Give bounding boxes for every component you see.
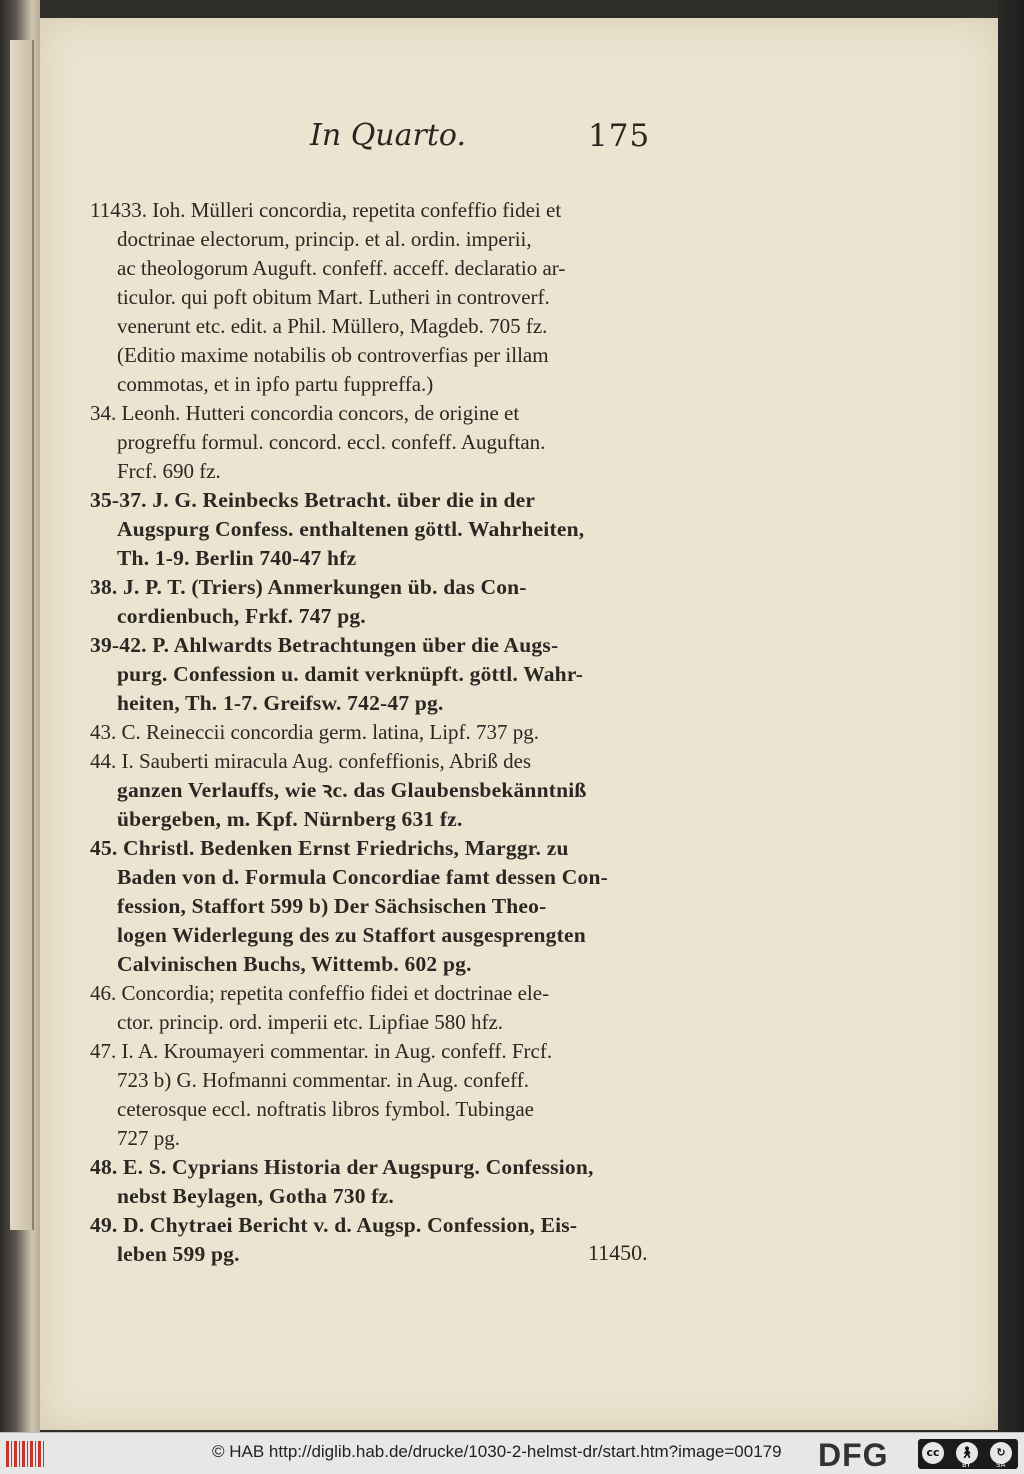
cc-sa-label: SA <box>996 1461 1006 1469</box>
entry-line: commotas, et in ipfo partu fuppreffa.) <box>117 372 434 396</box>
entry-line: 43. C. Reineccii concordia germ. latina, Lipf. 737 pg. <box>90 720 540 744</box>
left-page-sliver <box>10 40 34 1230</box>
entry-line: Baden von d. Formula Concordiae famt dessen Con- <box>117 865 608 889</box>
entry-line: 727 pg. <box>117 1126 180 1150</box>
entry-line: (Editio maxime notabilis ob controverfias per illam <box>117 343 549 367</box>
entry-line: ceterosque eccl. noftratis libros fymbol. Tubingae <box>117 1097 534 1121</box>
entry-line: Augspurg Confess. enthaltenen göttl. Wahrheiten, <box>117 517 585 541</box>
entry-line: 38. J. P. T. (Triers) Anmerkungen üb. das Con- <box>90 575 527 599</box>
viewer-footer <box>0 1432 1024 1474</box>
dfg-logo: DFG <box>818 1437 889 1473</box>
entry-line: purg. Confession u. damit verknüpft. göttl. Wahr- <box>117 662 584 686</box>
catchword: 11450. <box>588 1240 648 1265</box>
entry-line: logen Widerlegung des zu Staffort ausgesprengten <box>117 923 586 947</box>
entry-line: venerunt etc. edit. a Phil. Müllero, Magdeb. 705 fz. <box>117 314 548 338</box>
entry-line: doctrinae electorum, princip. et al. ordin. imperii, <box>117 227 532 251</box>
entry-line: 49. D. Chytraei Bericht v. d. Augsp. Confession, Eis- <box>90 1213 578 1237</box>
creative-commons-badge[interactable] <box>918 1439 1018 1469</box>
by-icon: 🚶︎ <box>956 1442 978 1464</box>
entry-line: 46. Concordia; repetita confeffio fidei et doctrinae ele- <box>90 981 550 1005</box>
right-margin <box>998 0 1024 1432</box>
entry-line: 44. I. Sauberti miracula Aug. confeffionis, Abriß des <box>90 749 532 773</box>
entry-line: fession, Staffort 599 b) Der Sächsischen Theo- <box>117 894 547 918</box>
entry-line: 45. Christl. Bedenken Ernst Friedrichs, Marggr. zu <box>90 836 569 860</box>
page-number: 175 <box>588 118 651 154</box>
left-page-edge <box>0 0 40 1473</box>
cc-icon: cc <box>922 1442 944 1464</box>
entry-line: leben 599 pg. <box>117 1242 240 1266</box>
entry-line: Calvinischen Buchs, Wittemb. 602 pg. <box>117 952 472 976</box>
entry-line: 11433. Ioh. Mülleri concordia, repetita confeffio fidei et <box>90 198 562 222</box>
entry-line: nebst Beylagen, Gotha 730 fz. <box>117 1184 394 1208</box>
entry-line: 723 b) G. Hofmanni commentar. in Aug. confeff. <box>117 1068 529 1092</box>
copyright-link[interactable]: © HAB http://diglib.hab.de/drucke/1030-2-helmst-dr/start.htm?image=00179 <box>212 1442 782 1461</box>
entry-line: Frcf. 690 fz. <box>117 459 221 483</box>
entry-line: Th. 1-9. Berlin 740-47 hfz <box>117 546 357 570</box>
book-page <box>40 18 998 1430</box>
entry-line: ctor. princip. ord. imperii etc. Lipfiae 580 hfz. <box>117 1010 504 1034</box>
entry-line: ganzen Verlauffs, wie ꝛc. das Glaubensbekänntniß <box>117 778 587 802</box>
entry-line: ac theologorum Auguft. confeff. acceff. declaratio ar- <box>117 256 566 280</box>
entry-line: 48. E. S. Cyprians Historia der Augspurg. Confession, <box>90 1155 594 1179</box>
entry-line: heiten, Th. 1-7. Greifsw. 742-47 pg. <box>117 691 444 715</box>
running-title: In Quarto. <box>310 118 466 153</box>
page-header <box>40 118 998 168</box>
entry-line: ticulor. qui poft obitum Mart. Lutheri in controverf. <box>117 285 550 309</box>
entry-line: cordienbuch, Frkf. 747 pg. <box>117 604 366 628</box>
cc-by-label: BY <box>962 1461 971 1469</box>
entry-line: 35-37. J. G. Reinbecks Betracht. über die in der <box>90 488 536 512</box>
catalog-entries <box>90 196 690 1269</box>
entry-line: 39-42. P. Ahlwardts Betrachtungen über die Augs- <box>90 633 559 657</box>
entry-line: progreffu formul. concord. eccl. confeff. Auguftan. <box>117 430 546 454</box>
entry-line: übergeben, m. Kpf. Nürnberg 631 fz. <box>117 807 463 831</box>
entry-line: 47. I. A. Kroumayeri commentar. in Aug. confeff. Frcf. <box>90 1039 553 1063</box>
entry-line: 34. Leonh. Hutteri concordia concors, de origine et <box>90 401 520 425</box>
hab-barcode-logo <box>6 1441 44 1467</box>
sa-icon: ↻ <box>990 1442 1012 1464</box>
